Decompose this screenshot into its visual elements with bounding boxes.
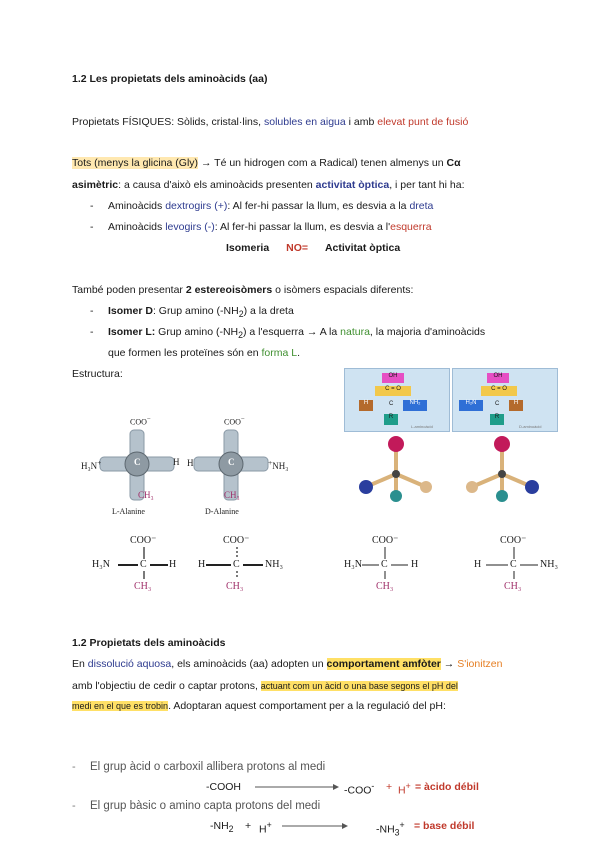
physical-properties-line bbox=[72, 116, 468, 128]
levo-pre: Aminoàcids bbox=[108, 221, 166, 233]
isomer-l-line bbox=[108, 326, 485, 340]
base-reactant: $-NH_2$ bbox=[210, 820, 234, 835]
d-h2n-box: H₂N bbox=[459, 400, 483, 411]
calpha-term: Cα bbox=[446, 157, 461, 169]
proj2-left: H bbox=[198, 559, 206, 570]
proj4-bottom: CH₃ bbox=[504, 581, 522, 592]
tan-ball bbox=[420, 481, 432, 493]
section2-title: 1.2 Propietats dels aminoàcids bbox=[72, 637, 226, 649]
isomer-l-line2 bbox=[108, 347, 300, 359]
l-box-diagram bbox=[344, 368, 450, 432]
l-h-box: H bbox=[359, 400, 373, 411]
proj4-left: H bbox=[474, 559, 482, 570]
proj4-top: COO⁻ bbox=[500, 535, 527, 546]
levo-term: levogirs (-) bbox=[165, 221, 215, 233]
isomer-l-label: Isomer L: bbox=[108, 326, 156, 338]
optical-activity-term: activitat òptica bbox=[315, 179, 390, 191]
isomer-d-text: : Grup amino (-NH bbox=[152, 305, 239, 317]
dextro-bullet bbox=[108, 200, 433, 212]
ionize-term: S'ionitzen bbox=[457, 658, 503, 670]
proj4-right: NH₃ bbox=[540, 559, 558, 570]
stereo-post: o isòmers espacials diferents: bbox=[272, 284, 414, 296]
dextro-pre: Aminoàcids bbox=[108, 200, 166, 212]
d-c-text: C bbox=[495, 401, 500, 407]
proj3-left: H₃N bbox=[344, 559, 362, 570]
proj2-bottom: CH₃ bbox=[226, 581, 244, 592]
d-box-diagram bbox=[452, 368, 558, 432]
proj1-top: COO⁻ bbox=[130, 535, 157, 546]
isomer-l-mid: ) a l'esquerra → A la bbox=[243, 326, 341, 338]
protons-line bbox=[72, 680, 458, 692]
red-ball bbox=[494, 436, 510, 452]
l-cdo-box: C = O bbox=[375, 386, 411, 396]
asym-rest: : a causa d'això els aminoàcids presenten bbox=[118, 179, 316, 191]
d-carbon-label: C bbox=[228, 457, 235, 467]
acid-base-highlight: actuant com un àcid o una base segons el pH del bbox=[260, 681, 458, 691]
center-ball bbox=[498, 470, 506, 478]
acid-dash: - bbox=[72, 761, 76, 773]
center-ball bbox=[392, 470, 400, 478]
all-except-glycine-line bbox=[72, 157, 461, 169]
stereo-pre: També poden presentar bbox=[72, 284, 186, 296]
line1-arrow: → bbox=[440, 658, 458, 670]
acid-plus: + bbox=[386, 781, 393, 793]
right-colored-ball bbox=[466, 436, 539, 502]
medium-highlight: medi en el que es trobin bbox=[72, 701, 169, 711]
d-coo-label: COO− bbox=[224, 416, 245, 427]
d-oh-box: OH bbox=[487, 373, 509, 383]
nature-term: natura bbox=[340, 326, 370, 338]
dextro-mid: : Al fer-hi passar la llum, es desvia a la bbox=[227, 200, 410, 212]
asymmetric-line bbox=[72, 179, 465, 191]
base-text: El grup bàsic o amino capta protons del medi bbox=[90, 800, 321, 812]
colored-ball-models bbox=[344, 432, 556, 504]
blue-ball bbox=[525, 480, 539, 494]
d-h-label: H bbox=[187, 458, 194, 468]
base-dash: - bbox=[72, 800, 76, 812]
line1-pre: En bbox=[72, 658, 88, 670]
proj1-left: H₃N bbox=[92, 559, 110, 570]
base-plus: + bbox=[245, 820, 252, 832]
d-box-caption: D-aminoàcid bbox=[519, 424, 542, 429]
stereo-bold: 2 estereoisòmers bbox=[185, 284, 273, 296]
l-nh3-label: H₃N+ bbox=[81, 458, 102, 471]
base-product: $-NH_3^+$ bbox=[376, 820, 405, 838]
isomer-l-sub: 2 bbox=[238, 330, 243, 341]
dextro-dir: dreta bbox=[409, 200, 434, 212]
l-coo-label: COO− bbox=[130, 416, 151, 427]
d-h-box: H bbox=[509, 400, 523, 411]
radical-text: → Té un hidrogen com a Radical) tenen almenys un bbox=[198, 157, 447, 169]
section1-title: 1.2 Les propietats dels aminoàcids (aa) bbox=[72, 73, 268, 85]
acid-arrow bbox=[255, 781, 339, 793]
soluble-term: solubles en aigua bbox=[263, 116, 346, 128]
d-ch3-label: CH₃ bbox=[224, 490, 240, 500]
acid-product: -COO- bbox=[344, 781, 375, 797]
isomer-d-end: ) a la dreta bbox=[243, 305, 294, 317]
isomer-d-sub: 2 bbox=[238, 309, 244, 320]
proj3-right: H bbox=[411, 559, 419, 570]
glycine-highlight: Tots (menys la glicina (Gly) bbox=[72, 157, 199, 169]
asymmetric-term: asimètric bbox=[72, 179, 119, 191]
line2-pre: amb l'objectiu de cedir o captar protons, bbox=[72, 680, 261, 692]
dissolution-term: dissolució aquosa bbox=[87, 658, 172, 670]
levo-dir: esquerra bbox=[390, 221, 432, 233]
teal-ball bbox=[496, 490, 508, 502]
d-cdo-box: C = O bbox=[481, 386, 517, 396]
bullet-dash: - bbox=[90, 305, 94, 317]
l-box-caption: L-aminoàcid bbox=[411, 424, 433, 429]
amphoteric-term: comportament amfòter bbox=[326, 658, 441, 670]
isomer-l-end: , la majoria d'aminoàcids bbox=[369, 326, 486, 338]
proj4-center: C bbox=[510, 559, 517, 570]
left-colored-ball bbox=[359, 436, 432, 502]
isomeria-left: Isomeria bbox=[226, 242, 270, 254]
proj3-top: COO⁻ bbox=[372, 535, 399, 546]
d-nh3-label: +NH₃ bbox=[268, 458, 289, 471]
proj2-right: NH₃ bbox=[265, 559, 283, 570]
proj2-center: C bbox=[233, 559, 240, 570]
l-ch3-label: CH₃ bbox=[138, 490, 154, 500]
proj2-top: COO⁻ bbox=[223, 535, 250, 546]
levo-mid: : Al fer-hi passar la llum, es desvia a l' bbox=[214, 221, 391, 233]
red-ball bbox=[388, 436, 404, 452]
projection-bonds bbox=[88, 533, 558, 595]
proj3-bottom: CH₃ bbox=[376, 581, 394, 592]
proj1-center: C bbox=[140, 559, 147, 570]
estructura-label: Estructura: bbox=[72, 368, 123, 380]
dextro-term: dextrogirs (+) bbox=[165, 200, 228, 212]
proj3-center: C bbox=[381, 559, 388, 570]
tan-ball bbox=[466, 481, 478, 493]
l-alanine-caption: L-Alanine bbox=[112, 507, 145, 516]
blue-ball bbox=[359, 480, 373, 494]
amphoteric-line bbox=[72, 658, 502, 670]
acid-text: El grup àcid o carboxil allibera protons al medi bbox=[90, 761, 326, 773]
l-carbon-label: C bbox=[134, 457, 141, 467]
isomer-l-text: Grup amino (-NH bbox=[155, 326, 239, 338]
base-arrow bbox=[282, 820, 348, 832]
bullet-dash: - bbox=[90, 221, 94, 233]
d-r-box: R bbox=[490, 414, 504, 425]
line2-end: . bbox=[297, 347, 301, 359]
line2-pre: que formen les proteïnes són en bbox=[108, 347, 262, 359]
levo-bullet bbox=[108, 221, 432, 233]
isomer-d-line bbox=[108, 305, 294, 319]
base-hplus: H+ bbox=[259, 820, 272, 836]
medium-line bbox=[72, 700, 446, 712]
isomeria-right: Activitat òptica bbox=[324, 242, 401, 254]
isomeria-line bbox=[226, 242, 400, 254]
line1-mid: , els aminoàcids (aa) adopten un bbox=[171, 658, 327, 670]
teal-ball bbox=[390, 490, 402, 502]
proj1-right: H bbox=[169, 559, 177, 570]
isomer-d-label: Isomer D bbox=[108, 305, 153, 317]
bullet-dash: - bbox=[90, 200, 94, 212]
l-nh2-box: NH₂ bbox=[403, 400, 427, 411]
melting-term: elevat punt de fusió bbox=[377, 116, 469, 128]
l-h-label: H bbox=[173, 457, 180, 467]
acid-hplus: H+ bbox=[398, 781, 411, 797]
proj1-bottom: CH₃ bbox=[134, 581, 152, 592]
physical-label: Propietats FÍSIQUES: Sòlids, cristal·lins, bbox=[72, 116, 264, 128]
l-r-box: R bbox=[384, 414, 398, 425]
isomeria-no: NO= bbox=[286, 242, 309, 254]
weak-base-result: = base débil bbox=[414, 820, 475, 832]
form-l-term: forma L bbox=[261, 347, 298, 359]
asym-end: , i per tant hi ha: bbox=[389, 179, 465, 191]
d-alanine-caption: D-Alanine bbox=[205, 507, 239, 516]
acid-reactant: -COOH bbox=[206, 781, 241, 793]
l-c-text: C bbox=[389, 401, 394, 407]
l-oh-box: OH bbox=[382, 373, 404, 383]
stereoisomers-line bbox=[72, 284, 413, 296]
and-text: i amb bbox=[345, 116, 378, 128]
bullet-dash: - bbox=[90, 326, 94, 338]
line3-rest: . Adoptaran aquest comportament per a la regulació del pH: bbox=[168, 700, 446, 712]
weak-acid-result: = àcido débil bbox=[415, 781, 479, 793]
